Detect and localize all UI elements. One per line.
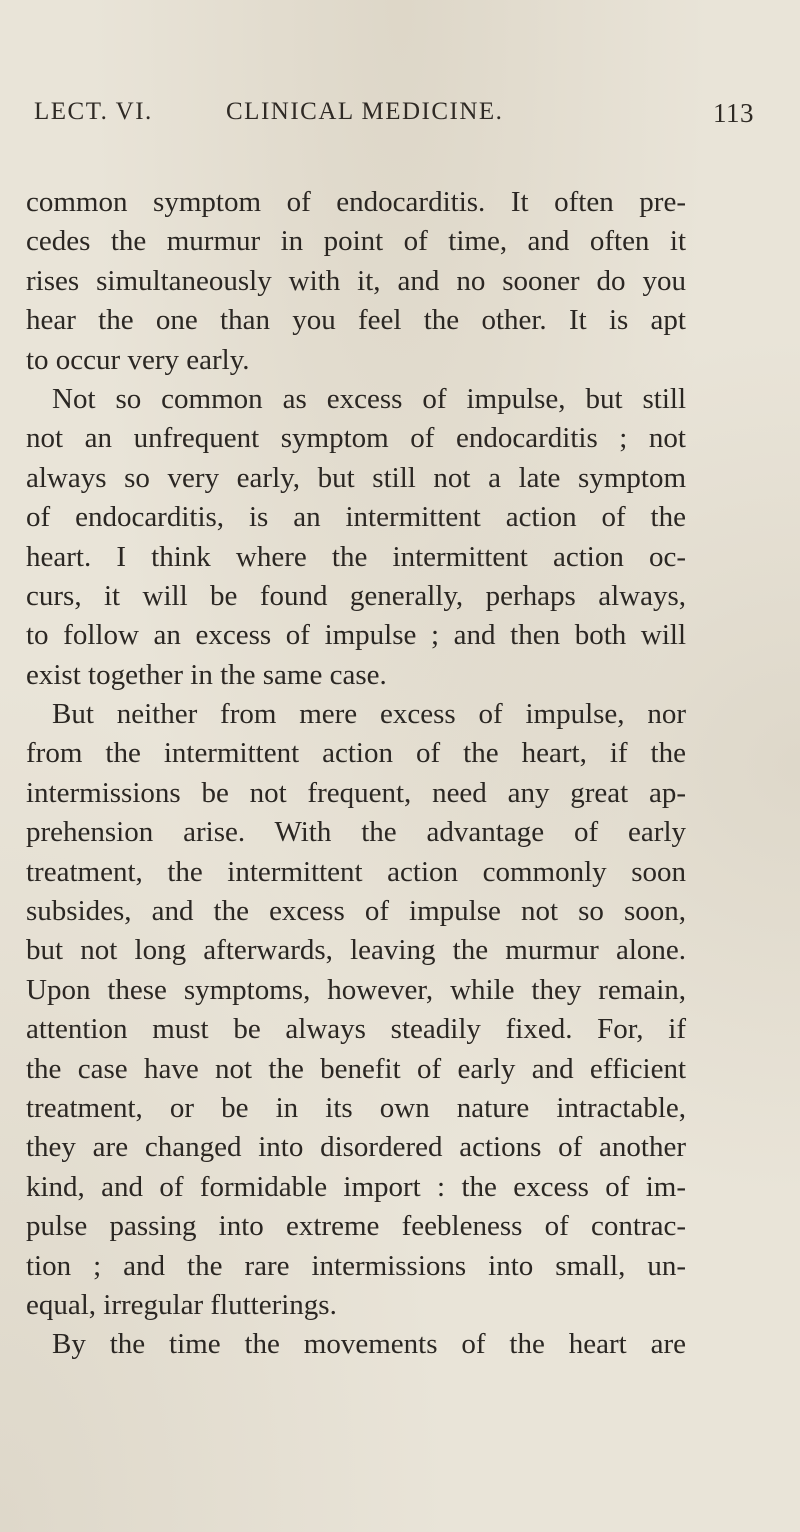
text-line: attention must be always steadily fixed. For, if (26, 1013, 686, 1046)
text-line: intermissions be not frequent, need any great ap- (26, 776, 686, 809)
text-line: By the time the movements of the heart are (52, 1328, 686, 1361)
text-line: subsides, and the excess of impulse not so soon, (26, 895, 686, 928)
running-head (34, 98, 754, 138)
text-line: cedes the murmur in point of time, and often it (26, 225, 686, 258)
text-line: to follow an excess of impulse ; and then both will (26, 619, 686, 652)
text-line: But neither from mere excess of impulse, nor (52, 698, 686, 731)
book-title: CLINICAL MEDICINE. (226, 98, 504, 125)
text-line: but not long afterwards, leaving the murmur alone. (26, 934, 686, 967)
text-line: of endocarditis, is an intermittent action of the (26, 501, 686, 534)
page-number: 113 (713, 98, 754, 128)
text-line: always so very early, but still not a late symptom (26, 461, 686, 494)
text-line: common symptom of endocarditis. It often pre- (26, 186, 686, 218)
text-line: from the intermittent action of the heart, if the (26, 737, 686, 770)
text-line: Not so common as excess of impulse, but still (52, 382, 686, 415)
text-line: exist together in the same case. (26, 658, 387, 691)
text-line: treatment, the intermittent action commonly soon (26, 855, 686, 888)
text-line: equal, irregular flutterings. (26, 1288, 337, 1321)
text-line: prehension arise. With the advantage of early (26, 816, 686, 849)
text-line: Upon these symptoms, however, while they remain, (26, 973, 686, 1006)
text-line: pulse passing into extreme feebleness of contrac- (26, 1210, 686, 1243)
text-line: they are changed into disordered actions of another (26, 1131, 686, 1164)
text-line: to occur very early. (26, 343, 250, 376)
text-line: treatment, or be in its own nature intractable, (26, 1091, 686, 1124)
text-line: rises simultaneously with it, and no sooner do you (26, 264, 686, 297)
text-line: heart. I think where the intermittent action oc- (26, 540, 686, 573)
text-line: hear the one than you feel the other. It is apt (26, 304, 686, 337)
text-line: not an unfrequent symptom of endocarditis ; not (26, 422, 686, 455)
text-line: tion ; and the rare intermissions into small, un- (26, 1249, 686, 1282)
text-line: the case have not the benefit of early and efficient (26, 1052, 686, 1085)
text-line: curs, it will be found generally, perhaps always, (26, 579, 686, 612)
body-text (26, 183, 686, 1365)
lecture-label: LECT. VI. (34, 98, 153, 125)
text-line: kind, and of formidable import : the excess of im- (26, 1170, 686, 1203)
